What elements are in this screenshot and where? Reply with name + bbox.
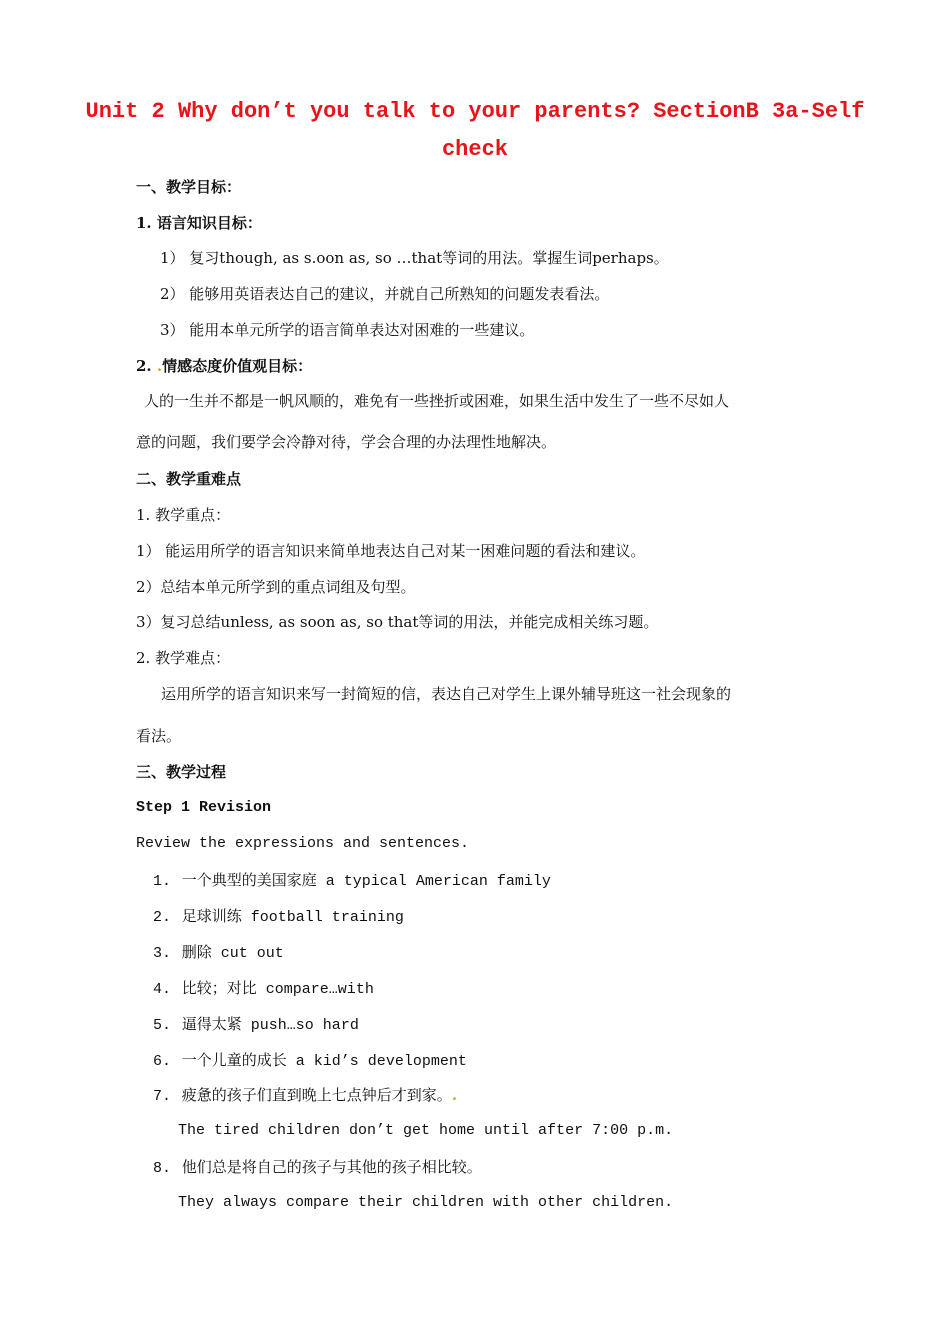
list-item-text: 逼得太紧 push…so hard (181, 1017, 359, 1034)
list-item (153, 1085, 457, 1107)
list-item (153, 870, 551, 892)
section-heading-process: 三、教学过程 (136, 763, 227, 781)
list-item-number: 5. (153, 1017, 172, 1034)
list-item-text: 删除 cut out (181, 945, 284, 962)
subheading-emotion-number: 2. (136, 357, 152, 375)
marker-dot: . (451, 1086, 458, 1104)
list-item-number: 7. (153, 1088, 172, 1105)
list-item (153, 1050, 467, 1072)
focus-item: 1） 能运用所学的语言知识来简单地表达自己对某一困难问题的看法和建议。 (136, 542, 646, 560)
section-heading-objectives: 一、教学目标： (136, 178, 242, 196)
list-item-text: 他们总是将自己的孩子与其他的孩子相比较。 (181, 1160, 482, 1177)
subheading-emotion (136, 356, 312, 376)
knowledge-item: 2） 能够用英语表达自己的建议，并就自己所熟知的问题发表看法。 (160, 285, 610, 303)
list-item-text: 疲惫的孩子们直到晚上七点钟后才到家。 (181, 1088, 452, 1105)
subheading-difficulty: 2. 教学难点： (136, 649, 231, 667)
step-intro: Review the expressions and sentences. (136, 835, 470, 852)
focus-item: 3）复习总结unless, as soon as, so that等词的用法，并能完成相关练习题。 (136, 613, 659, 631)
subheading-knowledge: 1. 语言知识目标： (136, 214, 262, 232)
list-item-number: 8. (153, 1160, 172, 1177)
list-item (153, 1157, 482, 1179)
list-item-number: 3. (153, 945, 172, 962)
knowledge-item: 1） 复习though, as s.oon as, so …that等词的用法。掌握生词perhaps。 (160, 249, 669, 267)
focus-item: 2）总结本单元所学到的重点词组及句型。 (136, 578, 416, 596)
list-item-number: 4. (153, 981, 172, 998)
list-item-text: 足球训练 football training (181, 909, 404, 926)
subheading-emotion-text: 情感态度价值观目标： (162, 357, 313, 375)
list-item (153, 978, 374, 1000)
list-item-number: 6. (153, 1053, 172, 1070)
list-item-translation: They always compare their children with other children. (178, 1194, 674, 1211)
list-item-translation: The tired children don’t get home until after 7:00 p.m. (178, 1122, 674, 1139)
step-heading: Step 1 Revision (136, 799, 272, 816)
marker-dot: . (156, 357, 163, 375)
paragraph-line: 人的一生并不都是一帆风顺的，难免有一些挫折或困难，如果生活中发生了一些不尽如人 (144, 392, 730, 410)
list-item-text: 一个儿童的成长 a kid’s development (181, 1053, 467, 1070)
document-title-line-2: check (441, 137, 508, 162)
paragraph-line: 运用所学的语言知识来写一封简短的信，表达自己对学生上课外辅导班这一社会现象的 (161, 685, 732, 703)
list-item-number: 2. (153, 909, 172, 926)
list-item-number: 1. (153, 873, 172, 890)
document-title-line-1: Unit 2 Why don’t you talk to your parents? SectionB 3a-Self (85, 99, 865, 124)
knowledge-item: 3） 能用本单元所学的语言简单表达对困难的一些建议。 (160, 321, 535, 339)
list-item-text: 比较；对比 compare…with (181, 981, 374, 998)
list-item (153, 1014, 359, 1036)
list-item-text: 一个典型的美国家庭 a typical American family (181, 873, 551, 890)
list-item (153, 906, 404, 928)
paragraph-line: 意的问题，我们要学会冷静对待，学会合理的办法理性地解决。 (136, 433, 557, 451)
paragraph-line: 看法。 (136, 727, 182, 745)
list-item (153, 942, 284, 964)
section-heading-keypoints: 二、教学重难点 (136, 470, 242, 488)
subheading-focus: 1. 教学重点： (136, 506, 231, 524)
